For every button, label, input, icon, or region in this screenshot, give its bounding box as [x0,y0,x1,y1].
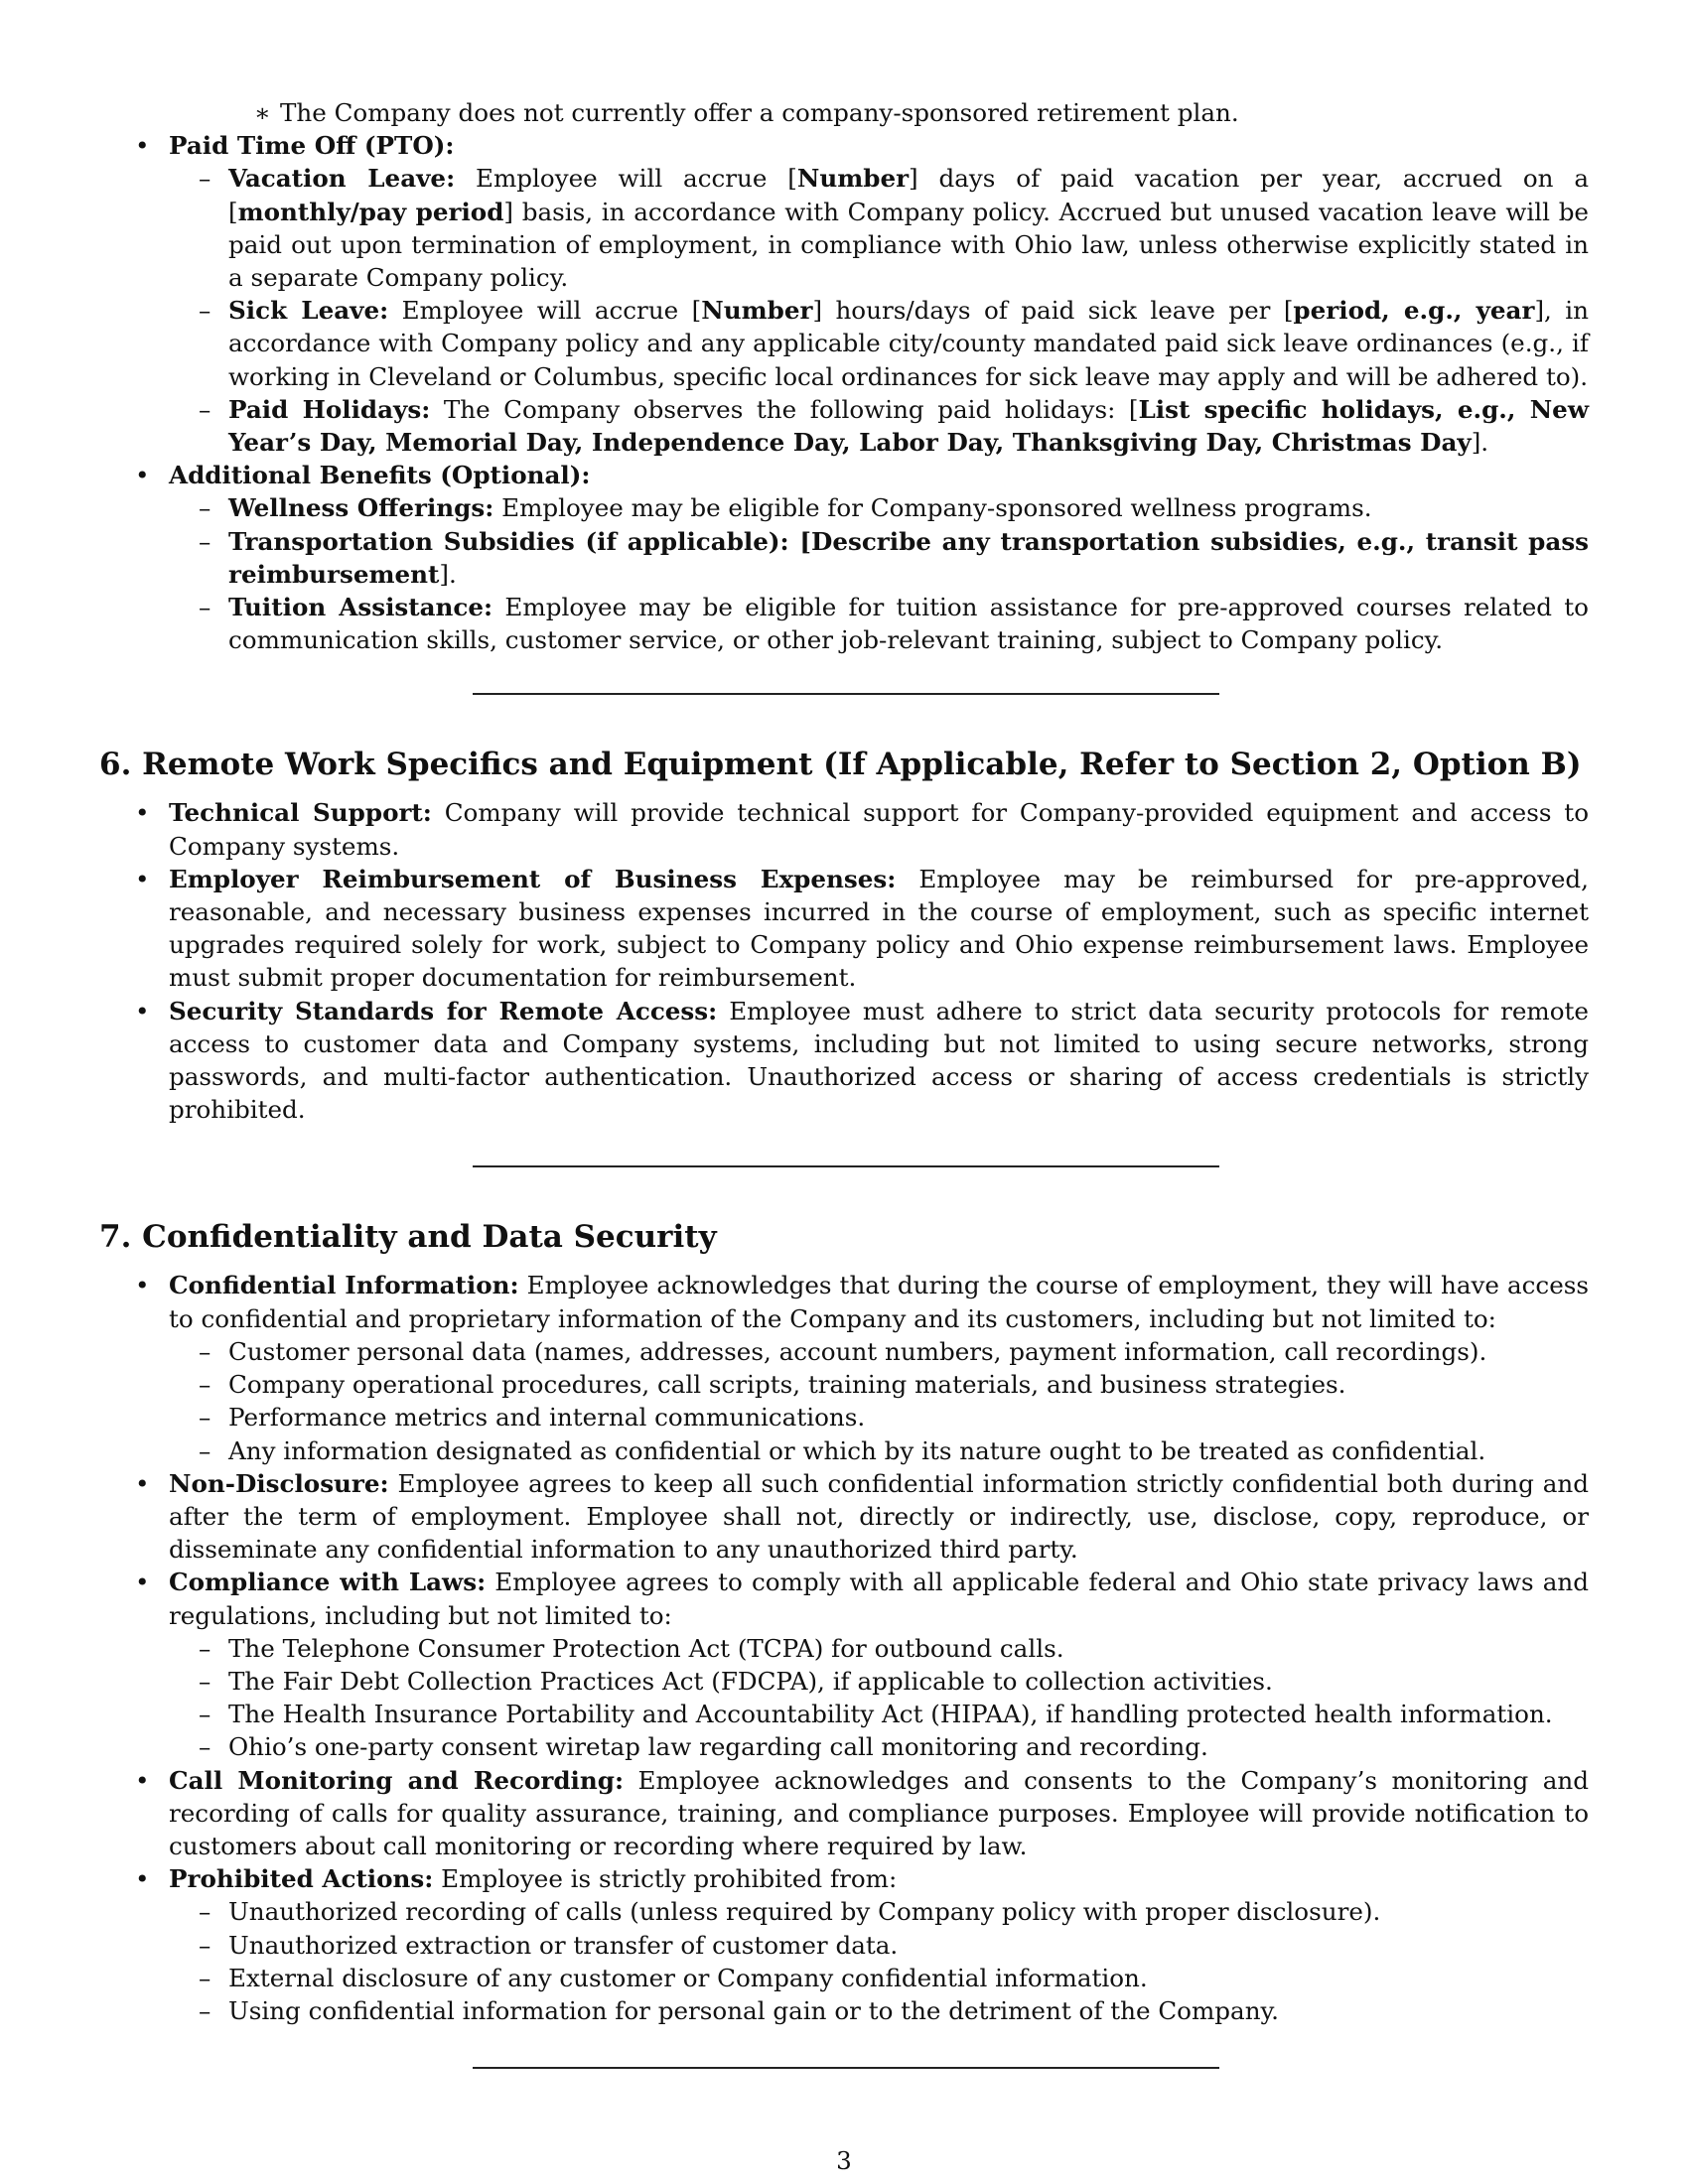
transportation-item: – Transportation Subsidies (if applicable): [Describe any transportation subsidies, e.g., transit pass reimbursement]. [99,525,1589,591]
list-item: – Using confidential information for personal gain or to the detriment of the Company. [99,1994,1589,2027]
list-item: – Performance metrics and internal communications. [99,1401,1589,1433]
list-item: – Company operational procedures, call scripts, training materials, and business strategies. [99,1368,1589,1401]
section-divider [473,1165,1219,1167]
security-standards-item: • Security Standards for Remote Access: Employee must adhere to strict data security protocols for remote access to customer data and Company systems, including but not limited to using secure networks, strong passwords, and multi-factor authentication. Unauthorized access or sharing of access credentials is strictly prohibited. [99,995,1589,1127]
list-item: – External disclosure of any customer or Company confidential information. [99,1962,1589,1994]
paid-holidays-label: Paid Holidays: [228,394,431,424]
list-item: – Ohio’s one-party consent wiretap law regarding call monitoring and recording. [99,1730,1589,1763]
non-disclosure-item: • Non-Disclosure: Employee agrees to keep all such confidential information strictly confidential both during and after the term of employment. Employee shall not, directly or indirectly, use, disclose, copy, reproduce, or disseminate any confidential information to any unauthorized third party. [99,1467,1589,1567]
reimbursement-item: • Employer Reimbursement of Business Expenses: Employee may be reimbursed for pre-approved, reasonable, and necessary business expenses incurred in the course of employment, such as specific internet upgrades required solely for work, subject to Company policy and Ohio expense reimbursement laws. Employee must submit proper documentation for reimbursement. [99,863,1589,995]
prohibited-actions-item: • Prohibited Actions: Employee is strictly prohibited from: [99,1862,1589,1895]
section-7-title: 7. Confidentiality and Data Security [99,1219,717,1256]
sick-leave-item: – Sick Leave: Employee will accrue [Number] hours/days of paid sick leave per [period, e.g., year], in accordance with Company policy and any applicable city/county mandated paid sick leave ordinances (e.g., if working in Cleveland or Columbus, specific local ordinances for sick leave may apply and will be adhered to). [99,294,1589,393]
list-item: – Customer personal data (names, addresses, account numbers, payment information, call recordings). [99,1335,1589,1368]
compliance-item: • Compliance with Laws: Employee agrees to comply with all applicable federal and Ohio state privacy laws and regulations, including but not limited to: [99,1566,1589,1631]
paid-holidays-item: – Paid Holidays: The Company observes the following paid holidays: [List specific holidays, e.g., New Year’s Day, Memorial Day, Independence Day, Labor Day, Thanksgiving Day, Christmas Day]. [99,393,1589,459]
list-item: – The Telephone Consumer Protection Act (TCPA) for outbound calls. [99,1632,1589,1665]
call-monitoring-item: • Call Monitoring and Recording: Employee acknowledges and consents to the Company’s monitoring and recording of calls for quality assurance, training, and compliance purposes. Employee will provide notification to customers about call monitoring or recording where required by law. [99,1764,1589,1863]
additional-benefits-label: Additional Benefits (Optional): [169,461,591,490]
list-item: – Unauthorized recording of calls (unless required by Company policy with proper disclosure). [99,1895,1589,1928]
page-number: 3 [836,2146,852,2175]
technical-support-item: • Technical Support: Company will provide technical support for Company-provided equipment and access to Company systems. [99,796,1589,862]
tuition-item: – Tuition Assistance: Employee may be eligible for tuition assistance for pre-approved courses related to communication skills, customer service, or other job-relevant training, subject to Company policy. [99,591,1589,656]
section-6-title: 6. Remote Work Specifics and Equipment (If Applicable, Refer to Section 2, Option B) [99,747,1582,783]
list-item: – The Fair Debt Collection Practices Act (FDCPA), if applicable to collection activities. [99,1665,1589,1698]
additional-benefits-heading [99,459,1589,491]
wellness-item: – Wellness Offerings: Employee may be eligible for Company-sponsored wellness programs. [99,491,1589,524]
section-divider [473,693,1219,695]
vacation-leave-label: Vacation Leave: [228,164,456,194]
list-item: – Any information designated as confidential or which by its nature ought to be treated as confidential. [99,1434,1589,1467]
pto-label: Paid Time Off (PTO): [169,131,455,161]
vacation-leave-item: – Vacation Leave: Employee will accrue [Number] days of paid vacation per year, accrued on a [monthly/pay period] basis, in accordance with Company policy. Accrued but unused vacation leave will be paid out upon termination of employment, in compliance with Ohio law, unless otherwise explicitly stated in a separate Company policy. [99,162,1589,294]
list-item: – Unauthorized extraction or transfer of customer data. [99,1929,1589,1962]
list-item: – The Health Insurance Portability and Accountability Act (HIPAA), if handling protected health information. [99,1698,1589,1730]
confidential-info-item: • Confidential Information: Employee acknowledges that during the course of employment, they will have access to confidential and proprietary information of the Company and its customers, including but not limited to: [99,1269,1589,1334]
pto-heading [99,129,1589,162]
page-content [99,96,1589,2069]
section-divider [473,2067,1219,2069]
retirement-note: ∗ The Company does not currently offer a company-sponsored retirement plan. [99,96,1589,129]
sick-leave-label: Sick Leave: [228,296,389,326]
